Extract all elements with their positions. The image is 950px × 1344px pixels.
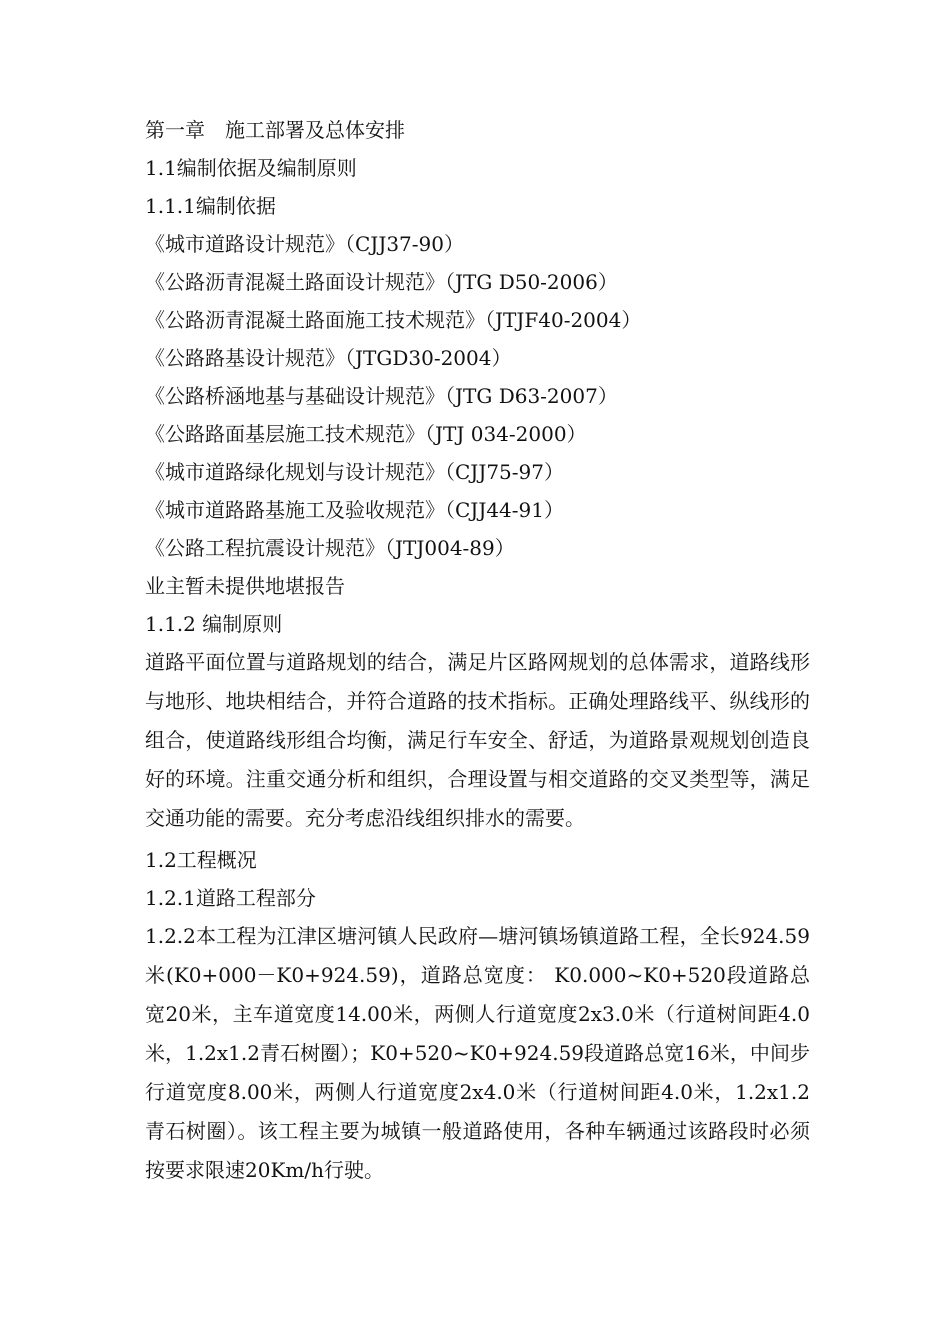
section-heading-1-2: 1.2工程概况: [145, 848, 257, 872]
reference-item: 《公路沥青混凝土路面施工技术规范》（JTJF40-2004）: [145, 308, 642, 332]
section-heading-1-2-1: 1.2.1道路工程部分: [145, 886, 316, 910]
reference-item: 《公路桥涵地基与基础设计规范》（JTG D63-2007）: [145, 384, 618, 408]
reference-item: 《公路沥青混凝土路面设计规范》（JTG D50-2006）: [145, 270, 618, 294]
reference-item: 《公路工程抗震设计规范》（JTJ004-89）: [145, 536, 515, 560]
reference-item: 《城市道路路基施工及验收规范》（CJJ44-91）: [145, 498, 564, 522]
reference-item: 《公路路面基层施工技术规范》（JTJ 034-2000）: [145, 422, 587, 446]
principles-paragraph: 道路平面位置与道路规划的结合，满足片区路网规划的总体需求，道路线形与地形、地块相结合，并符合道路的技术指标。正确处理路线平、纵线形的组合，使道路线形组合均衡，满足行车安全、舒适，为道路景观规划创造良好的环境。注重交通分析和组织，合理设置与相交道路的交叉类型等，满足交通功能的需要。充分考虑沿线组织排水的需要。: [145, 650, 810, 830]
section-heading-1-1: 1.1编制依据及编制原则: [145, 156, 357, 180]
owner-note: 业主暂未提供地堪报告: [145, 574, 345, 598]
document-body: [145, 111, 810, 1190]
section-heading-1-1-2: 1.1.2 编制原则: [145, 612, 283, 636]
reference-item: 《城市道路设计规范》（CJJ37-90）: [145, 232, 464, 256]
reference-item: 《公路路基设计规范》（JTGD30-2004）: [145, 346, 512, 370]
overview-paragraph: 1.2.2本工程为江津区塘河镇人民政府—塘河镇场镇道路工程，全长924.59米(K0+000－K0+924.59)，道路总宽度： K0.000~K0+520段道路总宽20米，主车道宽度14.00米，两侧人行道宽度2x3.0米（行道树间距4.0米，1.2x1.2青石树圈）；K0+520~K0+924.59段道路总宽16米，中间步行道宽度8.00米，两侧人行道宽度2x4.0米（行道树间距4.0米，1.2x1.2青石树圈）。该工程主要为城镇一般道路使用，各种车辆通过该路段时必须按要求限速20Km/h行驶。: [145, 924, 810, 1182]
reference-item: 《城市道路绿化规划与设计规范》（CJJ75-97）: [145, 460, 564, 484]
chapter-title: 第一章 施工部署及总体安排: [145, 118, 405, 142]
section-heading-1-1-1: 1.1.1编制依据: [145, 194, 276, 218]
